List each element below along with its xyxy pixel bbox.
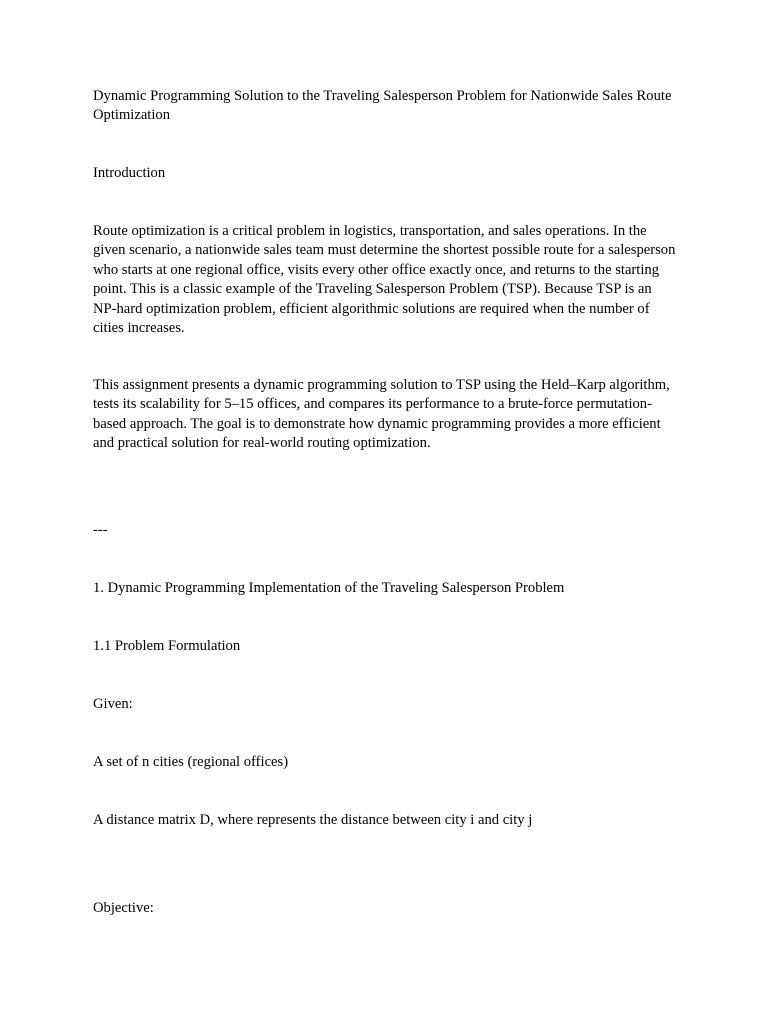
document-title: Dynamic Programming Solution to the Traveling Salesperson Problem for Nationwide Sales Route Optimization (93, 88, 672, 124)
objective-label: Objective: (93, 900, 154, 916)
given-label: Given: (93, 696, 133, 712)
section-1-heading: 1. Dynamic Programming Implementation of the Traveling Salesperson Problem (93, 580, 565, 596)
given-item-cities: A set of n cities (regional offices) (93, 754, 289, 770)
intro-paragraph-2: This assignment presents a dynamic programming solution to TSP using the Held–Karp algorithm, tests its scalability for 5–15 offices, and compares its performance to a brute-force permutation-based approach. The goal is to demonstrate how dynamic programming provides a more efficient and practical solution for real-world routing optimization. (93, 377, 670, 452)
introduction-heading: Introduction (93, 165, 166, 181)
section-separator: --- (93, 522, 108, 538)
section-1-1-heading: 1.1 Problem Formulation (93, 638, 241, 654)
intro-paragraph-1: Route optimization is a critical problem in logistics, transportation, and sales operations. In the given scenario, a nationwide sales team must determine the shortest possible route for a salesperson who starts at one regional office, visits every other office exactly once, and returns to the starting point. This is a classic example of the Traveling Salesperson Problem (TSP). Because TSP is an NP-hard optimization problem, efficient algorithmic solutions are required when the number of cities increases. (93, 223, 676, 337)
given-item-distance-matrix: A distance matrix D, where represents the distance between city i and city j (93, 812, 533, 828)
